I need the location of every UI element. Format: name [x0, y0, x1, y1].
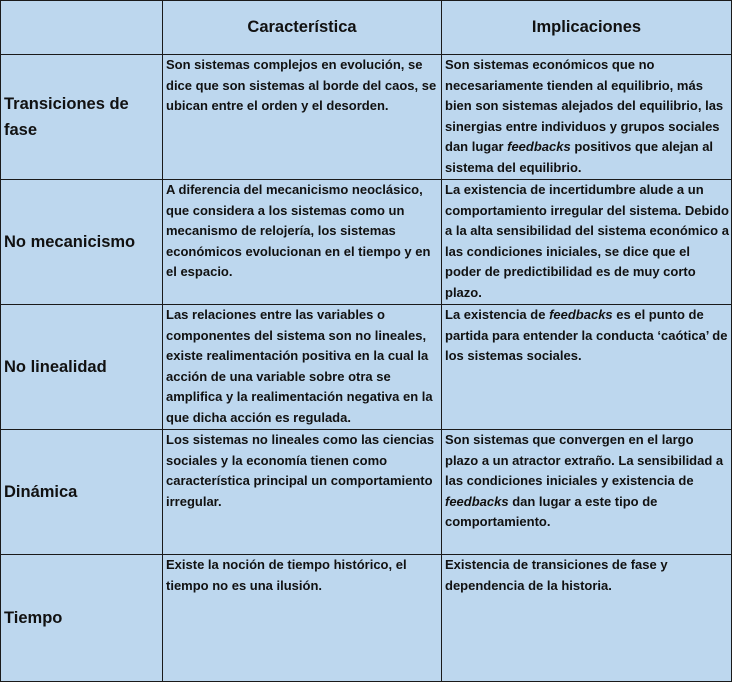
row-label: Dinámica — [1, 430, 163, 555]
cell-text — [445, 55, 729, 178]
cell-text — [445, 305, 729, 367]
table-row — [1, 555, 732, 682]
table-row — [1, 430, 732, 555]
implicaciones-cell — [442, 180, 732, 305]
row-label: No linealidad — [1, 305, 163, 430]
cell-text: Las relaciones entre las variables o componentes del sistema son no lineales, existe realimentación positiva en la cual la acción de una variable sobre otra se amplifica y la realimentación negativa en la que dicha acción es regulada. — [166, 307, 433, 425]
italic-term: feedbacks — [445, 493, 509, 509]
row-label: No mecanicismo — [1, 180, 163, 305]
cell-text: Existe la noción de tiempo histórico, el tiempo no es una ilusión. — [166, 557, 407, 593]
corner-cell — [1, 1, 163, 55]
implicaciones-cell — [442, 55, 732, 180]
italic-term: feedbacks — [507, 139, 571, 154]
header-implicaciones: Implicaciones — [442, 1, 732, 55]
text-segment: Son sistemas que convergen en el largo plazo a un atractor extraño. La sensibilidad a las condiciones iniciales y existencia de — [445, 432, 724, 488]
caracteristica-cell — [163, 55, 442, 180]
implicaciones-cell — [442, 555, 732, 682]
cell-text — [445, 430, 729, 533]
caracteristica-cell — [163, 305, 442, 430]
implicaciones-cell — [442, 305, 732, 430]
cell-text: Los sistemas no lineales como las ciencias sociales y la economía tienen como característica principal un comportamiento irregular. — [166, 432, 435, 509]
header-caracteristica: Característica — [163, 1, 442, 55]
cell-text: Son sistemas complejos en evolución, se dice que son sistemas al borde del caos, se ubican entre el orden y el desorden. — [166, 57, 437, 113]
implicaciones-cell — [442, 430, 732, 555]
cell-text: Existencia de transiciones de fase y dependencia de la historia. — [445, 557, 668, 593]
table-row — [1, 180, 732, 305]
table-row — [1, 55, 732, 180]
text-segment: dan lugar a este tipo de comportamiento. — [445, 493, 658, 529]
text-segment: La existencia de — [445, 307, 550, 322]
header-row — [1, 1, 732, 55]
caracteristica-cell — [163, 430, 442, 555]
row-label: Transiciones de fase — [1, 55, 163, 180]
caracteristica-cell — [163, 180, 442, 305]
cell-text: La existencia de incertidumbre alude a un comportamiento irregular del sistema. Debido a la alta sensibilidad del sistema económico a las condiciones iniciales, se dice que el poder de predictibilidad es de muy corto plazo. — [445, 182, 729, 300]
table-row — [1, 305, 732, 430]
text-segment: Son sistemas económicos que no necesariamente tienden al equilibrio, más bien son sistemas alejados del equilibrio, las sinergias entre individuos y grupos sociales dan lugar — [445, 57, 724, 154]
caracteristica-cell — [163, 555, 442, 682]
cell-text: A diferencia del mecanicismo neoclásico, que considera a los sistemas como un mecanismo de relojería, los sistemas económicos evolucionan en el tiempo y en el espacio. — [166, 182, 431, 279]
row-label: Tiempo — [1, 555, 163, 682]
text-segment: positivos que alejan al sistema del equilibrio. — [445, 139, 714, 175]
text-segment: es el punto de partida para entender la conducta ‘caótica’ de los sistemas sociales. — [445, 307, 728, 363]
italic-term: feedbacks — [549, 307, 613, 322]
